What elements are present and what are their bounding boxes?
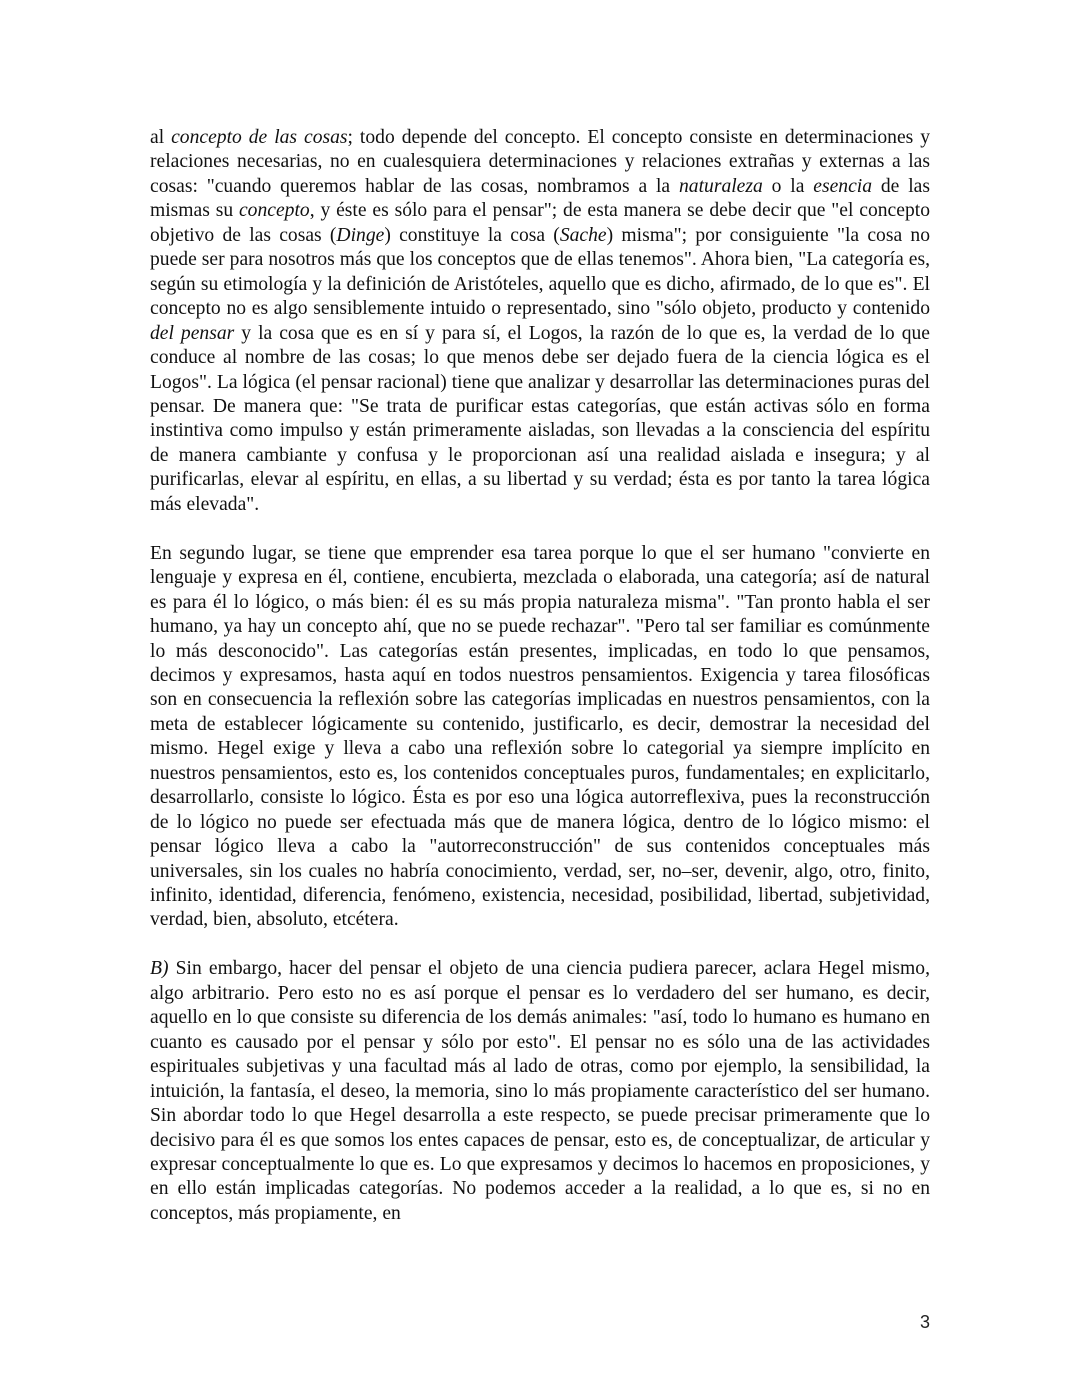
text-segment: de las mismas su: [150, 175, 930, 222]
page-number: 3: [919, 1312, 930, 1332]
page-body: [150, 126, 930, 1226]
paragraph-1: [150, 126, 930, 517]
text-segment: ; todo depende del concepto. El concepto consiste en determinaciones y relaciones necesarias, no en cualesquiera determinaciones y relaciones extrañas y externas a las cosas: "cuando queremos hablar de las cosas, nombramos a la: [150, 127, 930, 197]
italic-text-segment: Dinge: [336, 224, 385, 246]
italic-text-segment: esencia: [813, 175, 873, 197]
text-segment: ) constituye la cosa (: [384, 224, 560, 246]
italic-text-segment: concepto de las cosas: [171, 127, 348, 148]
paragraph-2: [150, 542, 930, 933]
text-segment: y la cosa que es en sí y para sí, el Logos, la razón de lo que es, la verdad de lo que conduce al nombre de las cosas; lo que menos debe ser dejado fuera de la ciencia lógica es el Logos". La lógica (el pensar racional) tiene que analizar y desarrollar las determinaciones puras del pensar. De manera que: "Se trata de purificar estas categorías, que están activas sólo en forma instintiva como impulso y están primeramente aisladas, son llevadas a la consciencia del espíritu de manera cambiante y confusa y le proporcionan así una realidad aislada e insegura; y al purificarlas, elevar al espíritu, en ellas, a su libertad y su verdad; ésta es por tanto la tarea lógica más elevada".: [150, 322, 930, 515]
text-segment: al: [150, 127, 172, 148]
italic-text-segment: Sache: [559, 224, 607, 246]
text-segment: Sin embargo, hacer del pensar el objeto de una ciencia pudiera parecer, aclara Hegel mismo, algo arbitrario. Pero esto no es así porque el pensar es lo verdadero del ser humano, es decir, aquello en lo que consiste su diferencia de los demás animales: "así, todo lo humano es humano en cuanto es causado por el pensar y sólo por esto". El pensar no es sólo una de las actividades espirituales subjetivas y una facultad más al lado de otras, como por ejemplo, la sensibilidad, la intuición, la fantasía, el deseo, la memoria, sino lo más propiamente característico del ser humano. Sin abordar todo lo que Hegel desarrolla a este respecto, se puede precisar primeramente que lo decisivo para él es que somos los entes capaces de pensar, esto es, de conceptualizar, de articular y expresar conceptualmente lo que es. Lo que expresamos y decimos lo hacemos en proposiciones, y en ello están implicadas categorías. No podemos acceder a la realidad, a lo que es, si no en conceptos, más propiamente, en: [150, 958, 930, 1224]
italic-text-segment: naturaleza: [678, 175, 763, 197]
text-segment: En segundo lugar, se tiene que emprender esa tarea porque lo que el ser humano "convierte en lenguaje y expresa en él, contiene, encubierta, mezclada o elaborada, una categoría; así de natural es para él lo lógico, o más bien: él es su más propia naturaleza misma". "Tan pronto habla el ser humano, ya hay un concepto ahí, que no se puede rechazar". "Pero tal ser familiar es comúnmente lo más desconocido". Las categorías están presentes, implicadas, en todo lo que pensamos, decimos y expresamos, hasta aquí en todos nuestros pensamientos. Exigencia y tarea filosóficas son en consecuencia la reflexión sobre las categorías implicadas en nuestros pensamientos, con la meta de establecer lógicamente su contenido, justificarlo, es decir, demostrar la necesidad del mismo. Hegel exige y lleva a cabo una reflexión sobre lo categorial ya siempre implícito en nuestros pensamientos, esto es, los contenidos conceptuales puros, fundamentales; en explicitarlo, desarrollarlo, consiste lo lógico. Ésta es por eso una lógica autorreflexiva, pues la reconstrucción de lo lógico no puede ser efectuada más que de manera lógica, dentro de lo lógico mismo: el pensar lógico lleva a cabo la "autorreconstrucción" de sus contenidos conceptuales más universales, sin los cuales no habría conocimiento, verdad, ser, no–ser, devenir, algo, otro, finito, infinito, identidad, diferencia, fenómeno, existencia, necesidad, posibilidad, libertad, subjetividad, verdad, bien, absoluto, etcétera.: [150, 542, 930, 931]
italic-text-segment: concepto: [238, 200, 310, 222]
italic-text-segment: del pensar: [150, 322, 235, 344]
paragraph-3: [150, 957, 930, 1226]
text-segment: ) misma"; por consiguiente "la cosa no puede ser para nosotros más que los conceptos que de ellas tenemos". Ahora bien, "La categoría es, según su etimología y la definición de Aristóteles, aquello que es dicho, afirmado, de lo que es". El concepto no es algo sensiblemente intuido o representado, sino "sólo objeto, producto y contenido: [150, 224, 930, 320]
text-segment: o la: [762, 175, 814, 197]
text-segment: , y éste es sólo para el pensar"; de esta manera se debe decir que "el concepto objetivo de las cosas (: [150, 200, 930, 246]
italic-text-segment: B): [150, 958, 169, 980]
